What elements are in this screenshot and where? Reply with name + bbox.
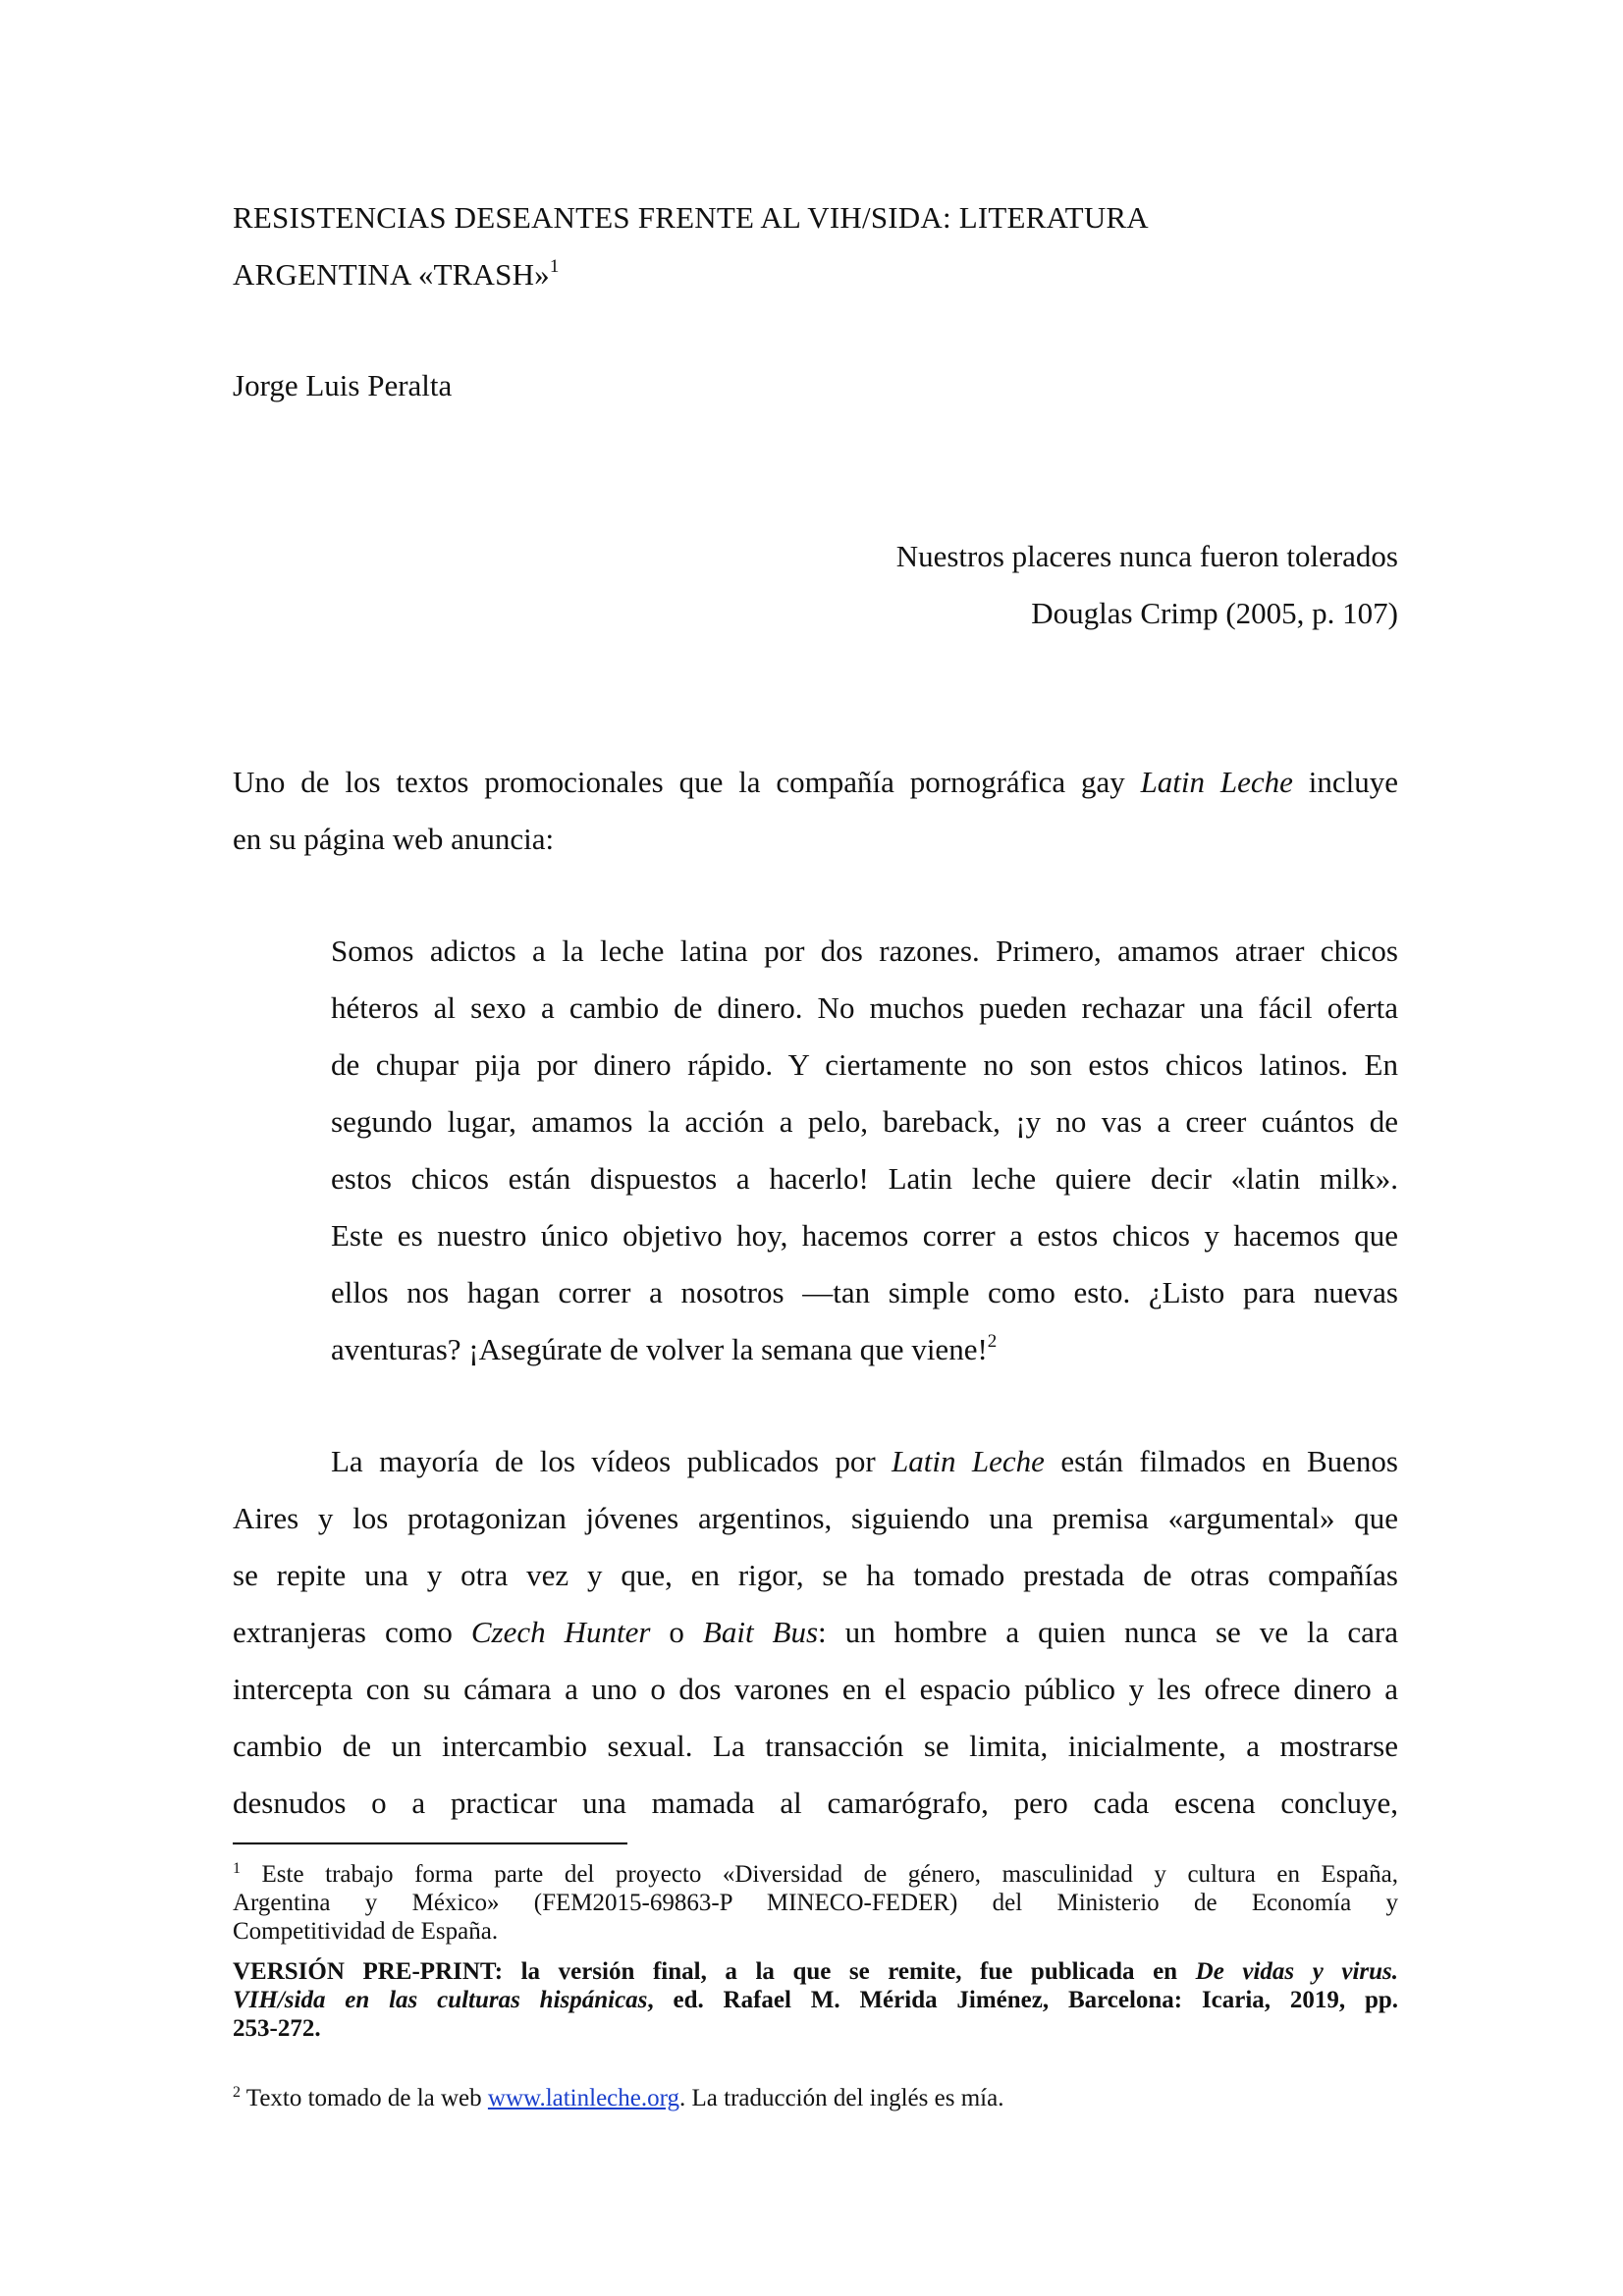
preprint-line-2 <box>233 1986 1398 2014</box>
body-company-bait-bus: Bait Bus <box>702 1615 819 1649</box>
preprint-book-subtitle: VIH/sida en las culturas hispánicas <box>233 1987 648 2013</box>
preprint-notice <box>233 1957 1398 2043</box>
title-line-1: RESISTENCIAS DESEANTES FRENTE AL VIH/SIDA: LITERATURA <box>233 200 1149 235</box>
epigraph-attribution: Douglas Crimp (2005, p. 107) <box>1031 596 1398 630</box>
intro-paragraph <box>233 754 1398 868</box>
preprint-line-1 <box>233 1957 1398 1986</box>
footnote-2-mark: 2 <box>233 2084 241 2101</box>
body-text: o <box>650 1615 703 1649</box>
footnote-2-text: . La traducción del inglés es mía. <box>679 2085 1004 2111</box>
quote-line: estos chicos están dispuestos a hacerlo! Latin leche quiere decir «latin milk». <box>331 1161 1398 1196</box>
title-line-2 <box>233 246 1411 303</box>
quote-line: ellos nos hagan correr a nosotros —tan simple como esto. ¿Listo para nuevas <box>331 1275 1398 1309</box>
footnote-1-mark: 1 <box>233 1860 241 1877</box>
body-line-2: Aires y los protagonizan jóvenes argentinos, siguiendo una premisa «argumental» que <box>233 1501 1398 1535</box>
block-quote <box>331 923 1398 1378</box>
footnote-2-link[interactable]: www.latinleche.org <box>487 2085 679 2111</box>
author-name: Jorge Luis Peralta <box>233 368 453 402</box>
body-line-4 <box>233 1604 1398 1661</box>
body-text: están filmados en Buenos <box>1044 1444 1398 1478</box>
preprint-book-title: De vidas y virus. <box>1195 1958 1399 1985</box>
footnote-2 <box>233 2084 1398 2112</box>
footnote-ref-2[interactable]: 2 <box>987 1331 998 1352</box>
footnote-ref-1[interactable]: 1 <box>549 256 560 277</box>
body-text: : un hombre a quien nunca se ve la cara <box>818 1615 1398 1649</box>
quote-line: segundo lugar, amamos la acción a pelo, bareback, ¡y no vas a creer cuántos de <box>331 1104 1398 1139</box>
article-title <box>233 189 1411 303</box>
intro-line-1 <box>233 754 1398 811</box>
body-line-3: se repite una y otra vez y que, en rigor, se ha tomado prestada de otras compañías <box>233 1558 1398 1592</box>
footnote-1-text: Este trabajo forma parte del proyecto «Diversidad de género, masculinidad y cultura en España, <box>241 1861 1398 1888</box>
footnote-1 <box>233 1860 1398 1946</box>
preprint-text: VERSIÓN PRE-PRINT: la versión final, a la que se remite, fue publicada en <box>233 1958 1196 1985</box>
quote-line: Este es nuestro único objetivo hoy, hacemos correr a estos chicos y hacemos que <box>331 1218 1398 1253</box>
intro-text-a: Uno de los textos promocionales que la compañía pornográfica gay <box>233 765 1141 799</box>
body-text: extranjeras como <box>233 1615 471 1649</box>
preprint-line-3: 253-272. <box>233 2015 321 2042</box>
quote-line: de chupar pija por dinero rápido. Y ciertamente no son estos chicos latinos. En <box>331 1047 1398 1082</box>
footnote-1-line-3: Competitividad de España. <box>233 1918 499 1945</box>
epigraph-quote: Nuestros placeres nunca fueron tolerados <box>895 539 1398 573</box>
body-line-7: desnudos o a practicar una mamada al camarógrafo, pero cada escena concluye, <box>233 1786 1398 1820</box>
body-line-5: intercepta con su cámara a uno o dos varones en el espacio público y les ofrece dinero a <box>233 1672 1398 1706</box>
body-paragraph <box>233 1433 1398 1832</box>
epigraph <box>896 528 1398 642</box>
footnote-1-line-1 <box>233 1860 1398 1889</box>
intro-company-name: Latin Leche <box>1140 765 1293 799</box>
footnote-2-text: Texto tomado de la web <box>241 2085 488 2111</box>
quote-line-last <box>331 1321 1398 1378</box>
footnote-2-line <box>233 2084 1398 2112</box>
intro-text-b: incluye <box>1292 765 1398 799</box>
title-line-2-text: ARGENTINA «TRASH» <box>233 257 550 292</box>
footnote-divider <box>233 1842 627 1844</box>
quote-line-last-text: aventuras? ¡Asegúrate de volver la semana que viene! <box>331 1332 988 1366</box>
body-text: La mayoría de los vídeos publicados por <box>331 1444 893 1478</box>
body-company-name: Latin Leche <box>892 1444 1045 1478</box>
body-company-czech-hunter: Czech Hunter <box>470 1615 651 1649</box>
quote-line: héteros al sexo a cambio de dinero. No muchos pueden rechazar una fácil oferta <box>331 990 1398 1025</box>
footnote-1-line-2: Argentina y México» (FEM2015-69863-P MINECO-FEDER) del Ministerio de Economía y <box>233 1890 1398 1916</box>
quote-line: Somos adictos a la leche latina por dos razones. Primero, amamos atraer chicos <box>331 934 1398 968</box>
intro-line-2: en su página web anuncia: <box>233 822 555 856</box>
preprint-text: , ed. Rafael M. Mérida Jiménez, Barcelona: Icaria, 2019, pp. <box>647 1987 1398 2013</box>
body-line-1 <box>233 1433 1398 1490</box>
body-line-6: cambio de un intercambio sexual. La transacción se limita, inicialmente, a mostrarse <box>233 1729 1398 1763</box>
